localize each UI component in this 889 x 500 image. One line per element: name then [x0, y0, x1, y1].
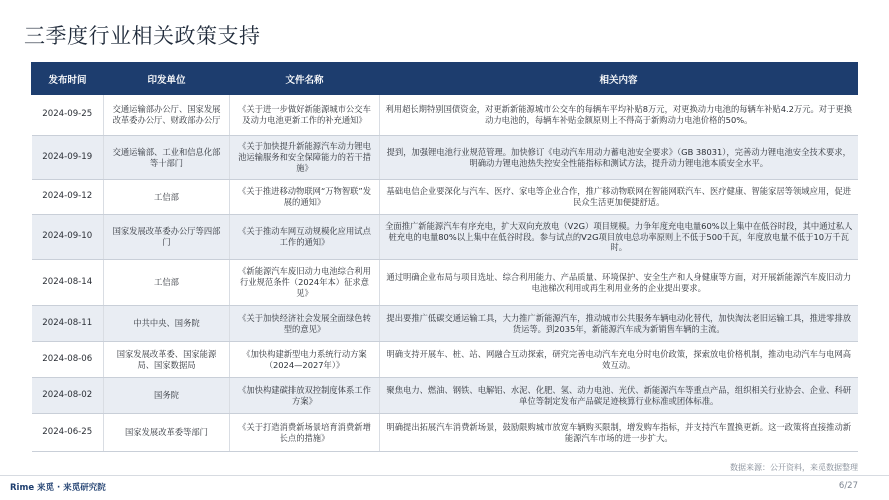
- table-row: [32, 414, 858, 452]
- header-dept: 印发单位: [104, 63, 230, 95]
- cell-content: 通过明确企业布局与项目选址、综合利用能力、产品质量、环境保护、安全生产和人身健康等方面，对开展新能源汽车废旧动力电池梯次利用或再生利用业务的企业提出要求。: [380, 260, 858, 306]
- cell-doc: 《关于打造消费新场景培育消费新增长点的措施》: [230, 414, 380, 452]
- page-number: 6/27: [838, 481, 858, 491]
- cell-date: 2024-08-06: [32, 342, 104, 378]
- brand-logo: Rime 来觅 · 来觅研究院: [10, 483, 106, 493]
- cell-date: 2024-06-25: [32, 414, 104, 452]
- cell-dept: 国家发展改革委等部门: [104, 414, 230, 452]
- cell-content: 全面推广新能源汽车有序充电，扩大双向充放电（V2G）项目规模。力争年度充电电量60%以上集中在低谷时段，其中通过私人桩充电的电量80%以上集中在低谷时段。参与试点的V2G项目放电总功率原则上不低于500千瓦，年度放电量不低于10万千瓦时。: [380, 215, 858, 260]
- policy-table-container: [31, 62, 857, 452]
- footer-divider: [0, 475, 889, 476]
- cell-date: 2024-09-12: [32, 180, 104, 215]
- policy-table: [31, 62, 858, 452]
- table-header-row: [32, 63, 858, 95]
- cell-dept: 国务院: [104, 378, 230, 414]
- table-row: [32, 306, 858, 342]
- cell-doc: 《关于加快提升新能源汽车动力锂电池运输服务和安全保障能力的若干措施》: [230, 136, 380, 180]
- cell-date: 2024-08-11: [32, 306, 104, 342]
- table-row: [32, 136, 858, 180]
- cell-content: 基础电信企业要深化与汽车、医疗、家电等企业合作，推广移动物联网在智能网联汽车、医疗健康、智能家居等领域应用，促进民众生活更加便捷舒适。: [380, 180, 858, 215]
- cell-content: 聚焦电力、燃油、钢铁、电解铝、水泥、化肥、氢、动力电池、光伏、新能源汽车等重点产品，组织相关行业协会、企业、科研单位等制定发布产品碳足迹核算行业标准或团体标准。: [380, 378, 858, 414]
- cell-doc: 《加快构建碳排放双控制度体系工作方案》: [230, 378, 380, 414]
- table-row: [32, 215, 858, 260]
- cell-dept: 交通运输部、工业和信息化部等十部门: [104, 136, 230, 180]
- cell-date: 2024-09-25: [32, 95, 104, 136]
- top-bar: [0, 0, 889, 4]
- page-title: 三季度行业相关政策支持: [24, 24, 261, 48]
- table-row: [32, 342, 858, 378]
- cell-doc: 《加快构建新型电力系统行动方案（2024—2027年）》: [230, 342, 380, 378]
- table-row: [32, 378, 858, 414]
- cell-content: 提到，加强锂电池行业规范管理。加快修订《电动汽车用动力蓄电池安全要求》（GB 38031），完善动力锂电池安全技术要求，明确动力锂电池热失控安全性能指标和测试方法，提升动力锂电池本质安全水平。: [380, 136, 858, 180]
- cell-dept: 工信部: [104, 180, 230, 215]
- cell-doc: 《关于推进移动物联网“万物智联”发展的通知》: [230, 180, 380, 215]
- cell-dept: 国家发展改革委办公厅等四部门: [104, 215, 230, 260]
- header-content: 相关内容: [380, 63, 858, 95]
- table-row: [32, 260, 858, 306]
- cell-date: 2024-09-19: [32, 136, 104, 180]
- cell-content: 提出要推广低碳交通运输工具，大力推广新能源汽车，推动城市公共服务车辆电动化替代，加快淘汰老旧运输工具，推进零排放货运等。到2035年，新能源汽车成为新销售车辆的主流。: [380, 306, 858, 342]
- cell-date: 2024-08-02: [32, 378, 104, 414]
- cell-dept: 工信部: [104, 260, 230, 306]
- cell-date: 2024-08-14: [32, 260, 104, 306]
- cell-doc: 《新能源汽车废旧动力电池综合利用行业规范条件（2024年本）征求意见》: [230, 260, 380, 306]
- cell-doc: 《关于推动车网互动规模化应用试点工作的通知》: [230, 215, 380, 260]
- cell-dept: 中共中央、国务院: [104, 306, 230, 342]
- header-doc: 文件名称: [230, 63, 380, 95]
- cell-date: 2024-09-10: [32, 215, 104, 260]
- cell-content: 利用超长期特别国债资金，对更新新能源城市公交车的每辆车平均补贴8万元，对更换动力电池的每辆车补贴4.2万元。对于更换动力电池的，每辆车补贴金额原则上不得高于新购动力电池价格的50%。: [380, 95, 858, 136]
- cell-content: 明确提出拓展汽车消费新场景，鼓励限购城市放宽车辆购买限制，增发购车指标，并支持汽车置换更新。这一政策将直接推动新能源汽车市场的进一步扩大。: [380, 414, 858, 452]
- cell-doc: 《关于加快经济社会发展全面绿色转型的意见》: [230, 306, 380, 342]
- cell-dept: 交通运输部办公厅、国家发展改革委办公厅、财政部办公厅: [104, 95, 230, 136]
- table-row: [32, 180, 858, 215]
- table-row: [32, 95, 858, 136]
- cell-doc: 《关于进一步做好新能源城市公交车及动力电池更新工作的补充通知》: [230, 95, 380, 136]
- data-source-note: 数据来源：公开资料，来觅数据整理: [730, 463, 858, 472]
- cell-content: 明确支持开展车、桩、站、网融合互动探索，研究完善电动汽车充电分时电价政策，探索放电价格机制，推动电动汽车与电网高效互动。: [380, 342, 858, 378]
- cell-dept: 国家发展改革委、国家能源局、国家数据局: [104, 342, 230, 378]
- header-date: 发布时间: [32, 63, 104, 95]
